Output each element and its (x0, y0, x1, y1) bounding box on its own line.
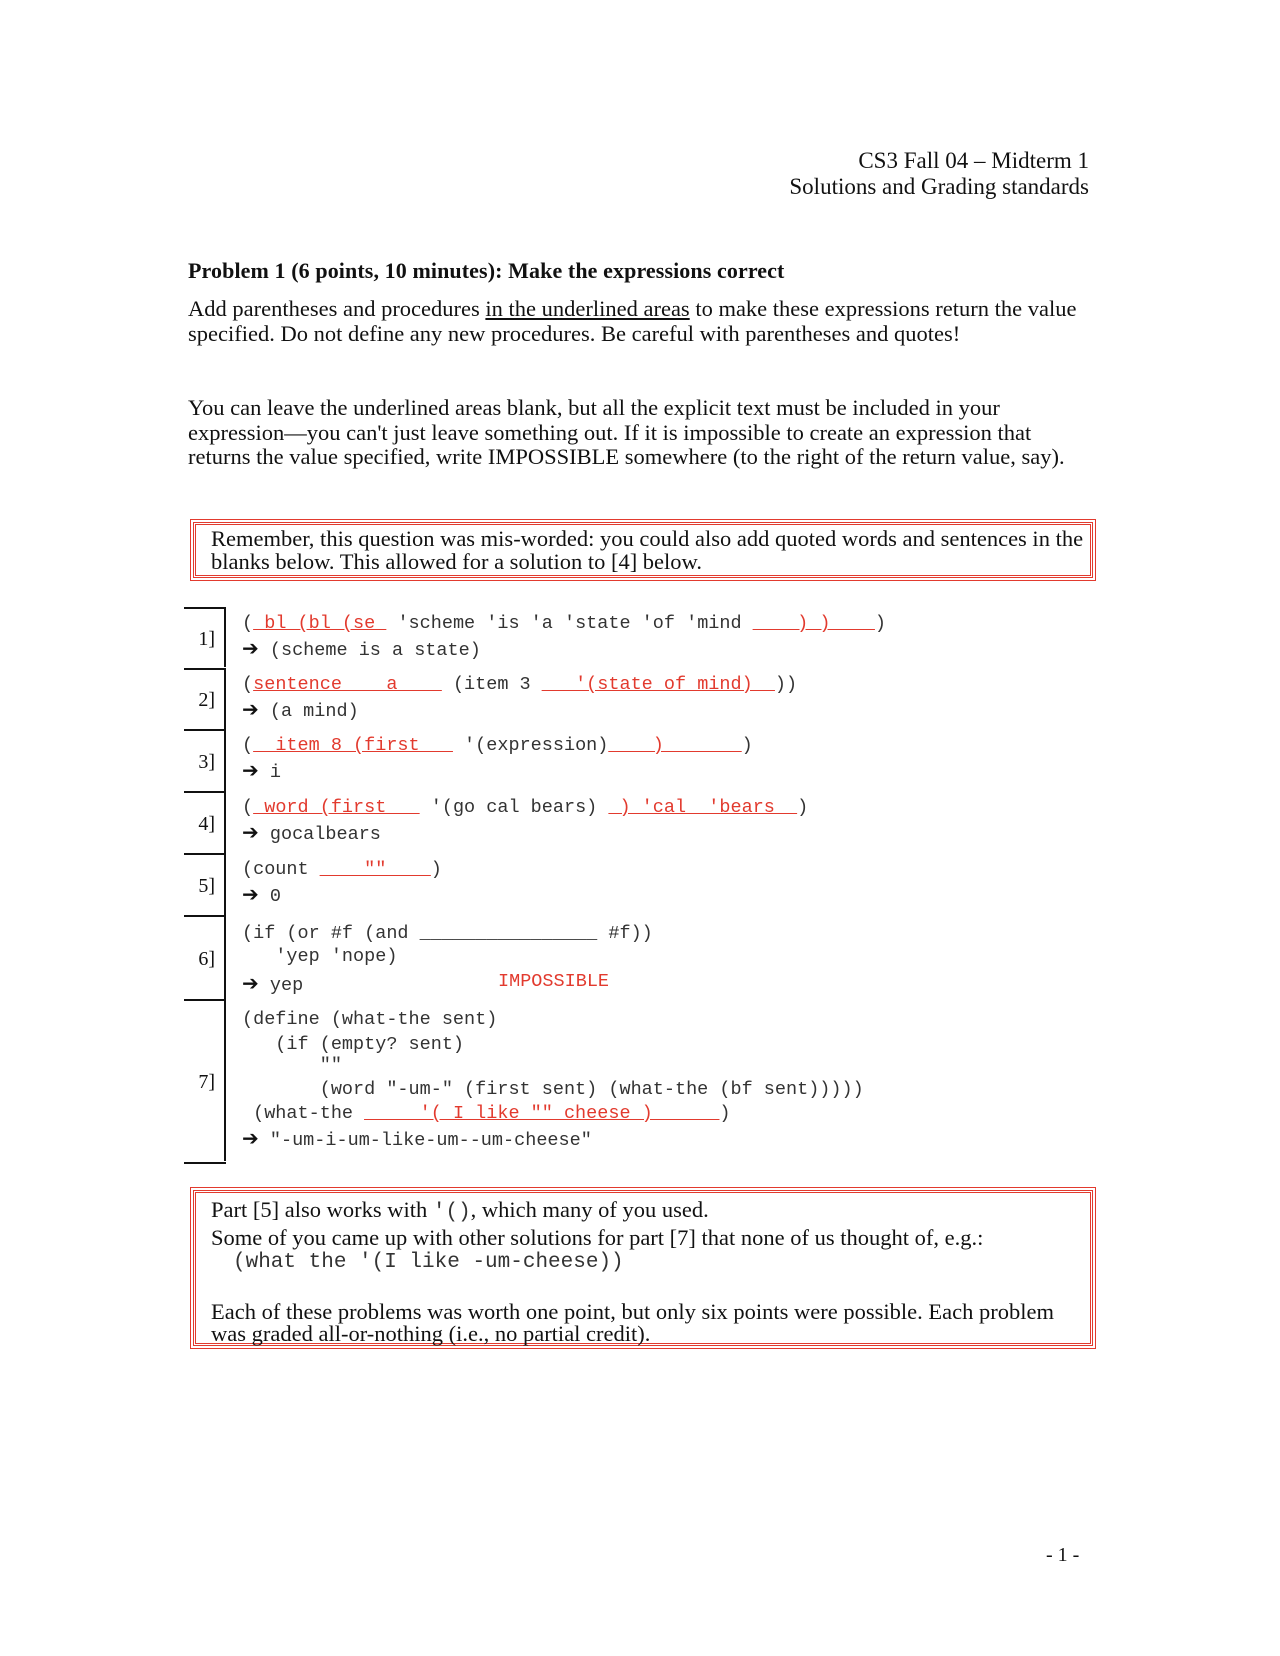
arrow-icon: ➔ (242, 971, 259, 995)
answer-blank: ____""____ (319, 859, 431, 880)
arrow-icon: ➔ (242, 758, 259, 782)
underlined-phrase: in the underlined areas (485, 296, 690, 321)
reminder-note: Remember, this question was mis-worded: you could also add quoted words and sentences in the blanks below. This allowed for a solution to [4] below. (193, 522, 1093, 578)
problem-item (184, 999, 964, 1161)
instructions-text-2: to make these expressions return the value specified. Do not define any new procedures. Be careful with parentheses and quotes! (188, 296, 1077, 346)
result-line: ➔ i (242, 758, 281, 783)
instructions-text: Add parentheses and procedures (188, 296, 486, 321)
expression-line: (if (empty? sent) (242, 1034, 465, 1055)
answer-blank: ____) ) ___ (752, 613, 875, 634)
arrow-icon: ➔ (242, 1126, 259, 1150)
problem-item (184, 729, 964, 791)
item-number: 3] (184, 729, 226, 791)
expression-line: ( word (first '(go cal bears) ) 'cal 'bears ) (242, 797, 809, 818)
arrow-icon: ➔ (242, 636, 259, 660)
problem-item (184, 668, 964, 729)
expression-line: ( bl (bl (se 'scheme 'is 'a 'state 'of 'mind ____) ) ___) (242, 613, 886, 634)
answer-blank: word (first (253, 797, 420, 818)
course-title: CS3 Fall 04 – Midterm 1 (858, 148, 1089, 173)
result-line: ➔ gocalbears (242, 820, 381, 845)
note-line: Some of you came up with other solutions for part [7] that none of us thought of, e.g.: (211, 1225, 984, 1250)
item-number: 5] (184, 853, 226, 915)
expression-line: (if (or #f (and ________________ #f)) (242, 923, 653, 944)
expression-line: ( item 8 (first '(expression)____)_______) (242, 735, 753, 756)
problem-item (184, 853, 964, 915)
item-number: 4] (184, 791, 226, 853)
item-number: 2] (184, 668, 226, 729)
result-line: ➔ (a mind) (242, 697, 359, 722)
grading-note (193, 1190, 1093, 1346)
item-number: 6] (184, 915, 226, 999)
answer-blank: item 8 (first (253, 735, 453, 756)
expression-line: (what-the _____'( I like "" cheese )______) (242, 1103, 731, 1124)
problem-item (184, 915, 964, 999)
impossible-paragraph: You can leave the underlined areas blank, but all the explicit text must be included in your expression—you can't just leave something out. If it is impossible to create an expression that returns the value specified, write IMPOSSIBLE somewhere (to the right of the return value, say). (188, 395, 1065, 469)
problem-item (184, 791, 964, 853)
expression-line: (count ____""____) (242, 859, 442, 880)
item-number: 1] (184, 607, 226, 667)
problem-list (184, 607, 964, 1163)
expression-line: "" (242, 1055, 342, 1076)
answer-blank: ___'(state of mind) _ (541, 674, 775, 695)
list-bottom-rule (184, 1162, 226, 1164)
answer-blank: sentence a (253, 674, 442, 695)
answer-blank: bl (bl (se (253, 613, 387, 634)
result-line: ➔ (scheme is a state) (242, 636, 481, 661)
note-line: Each of these problems was worth one point, but only six points were possible. Each problem was graded all-or-nothing (i.e., no partial credit). (211, 1299, 1054, 1346)
result-line: ➔ yep (242, 971, 304, 996)
note-line: Part [5] also works with '(), which many of you used. (211, 1197, 709, 1224)
item-number: 7] (184, 999, 226, 1161)
expression-line: (define (what-the sent) (242, 1009, 498, 1030)
arrow-icon: ➔ (242, 697, 259, 721)
arrow-icon: ➔ (242, 882, 259, 906)
problem-title: Problem 1 (6 points, 10 minutes): Make the expressions correct (188, 258, 785, 283)
answer-blank: _____'( I like "" cheese )______ (364, 1103, 720, 1124)
arrow-icon: ➔ (242, 820, 259, 844)
answer-blank: ____)_______ (608, 735, 742, 756)
code-snippet: '() (432, 1201, 471, 1224)
code-example: (what the '(I like -um-cheese)) (233, 1251, 624, 1274)
expression-line: (sentence a (item 3 ___'(state of mind) _)) (242, 674, 798, 695)
instructions-paragraph (188, 297, 1088, 346)
result-line: ➔ 0 (242, 882, 281, 907)
header (789, 148, 1089, 200)
expression-line: 'yep 'nope) (242, 946, 398, 967)
doc-subtitle: Solutions and Grading standards (789, 174, 1089, 199)
answer-blank: ) 'cal 'bears (608, 797, 798, 818)
problem-item (184, 607, 964, 667)
result-line: ➔ "-um-i-um-like-um--um-cheese" (242, 1126, 592, 1151)
impossible-answer: IMPOSSIBLE (498, 971, 610, 992)
expression-line: (word "-um-" (first sent) (what-the (bf sent))))) (242, 1079, 864, 1100)
page-number: - 1 - (1046, 1544, 1080, 1566)
